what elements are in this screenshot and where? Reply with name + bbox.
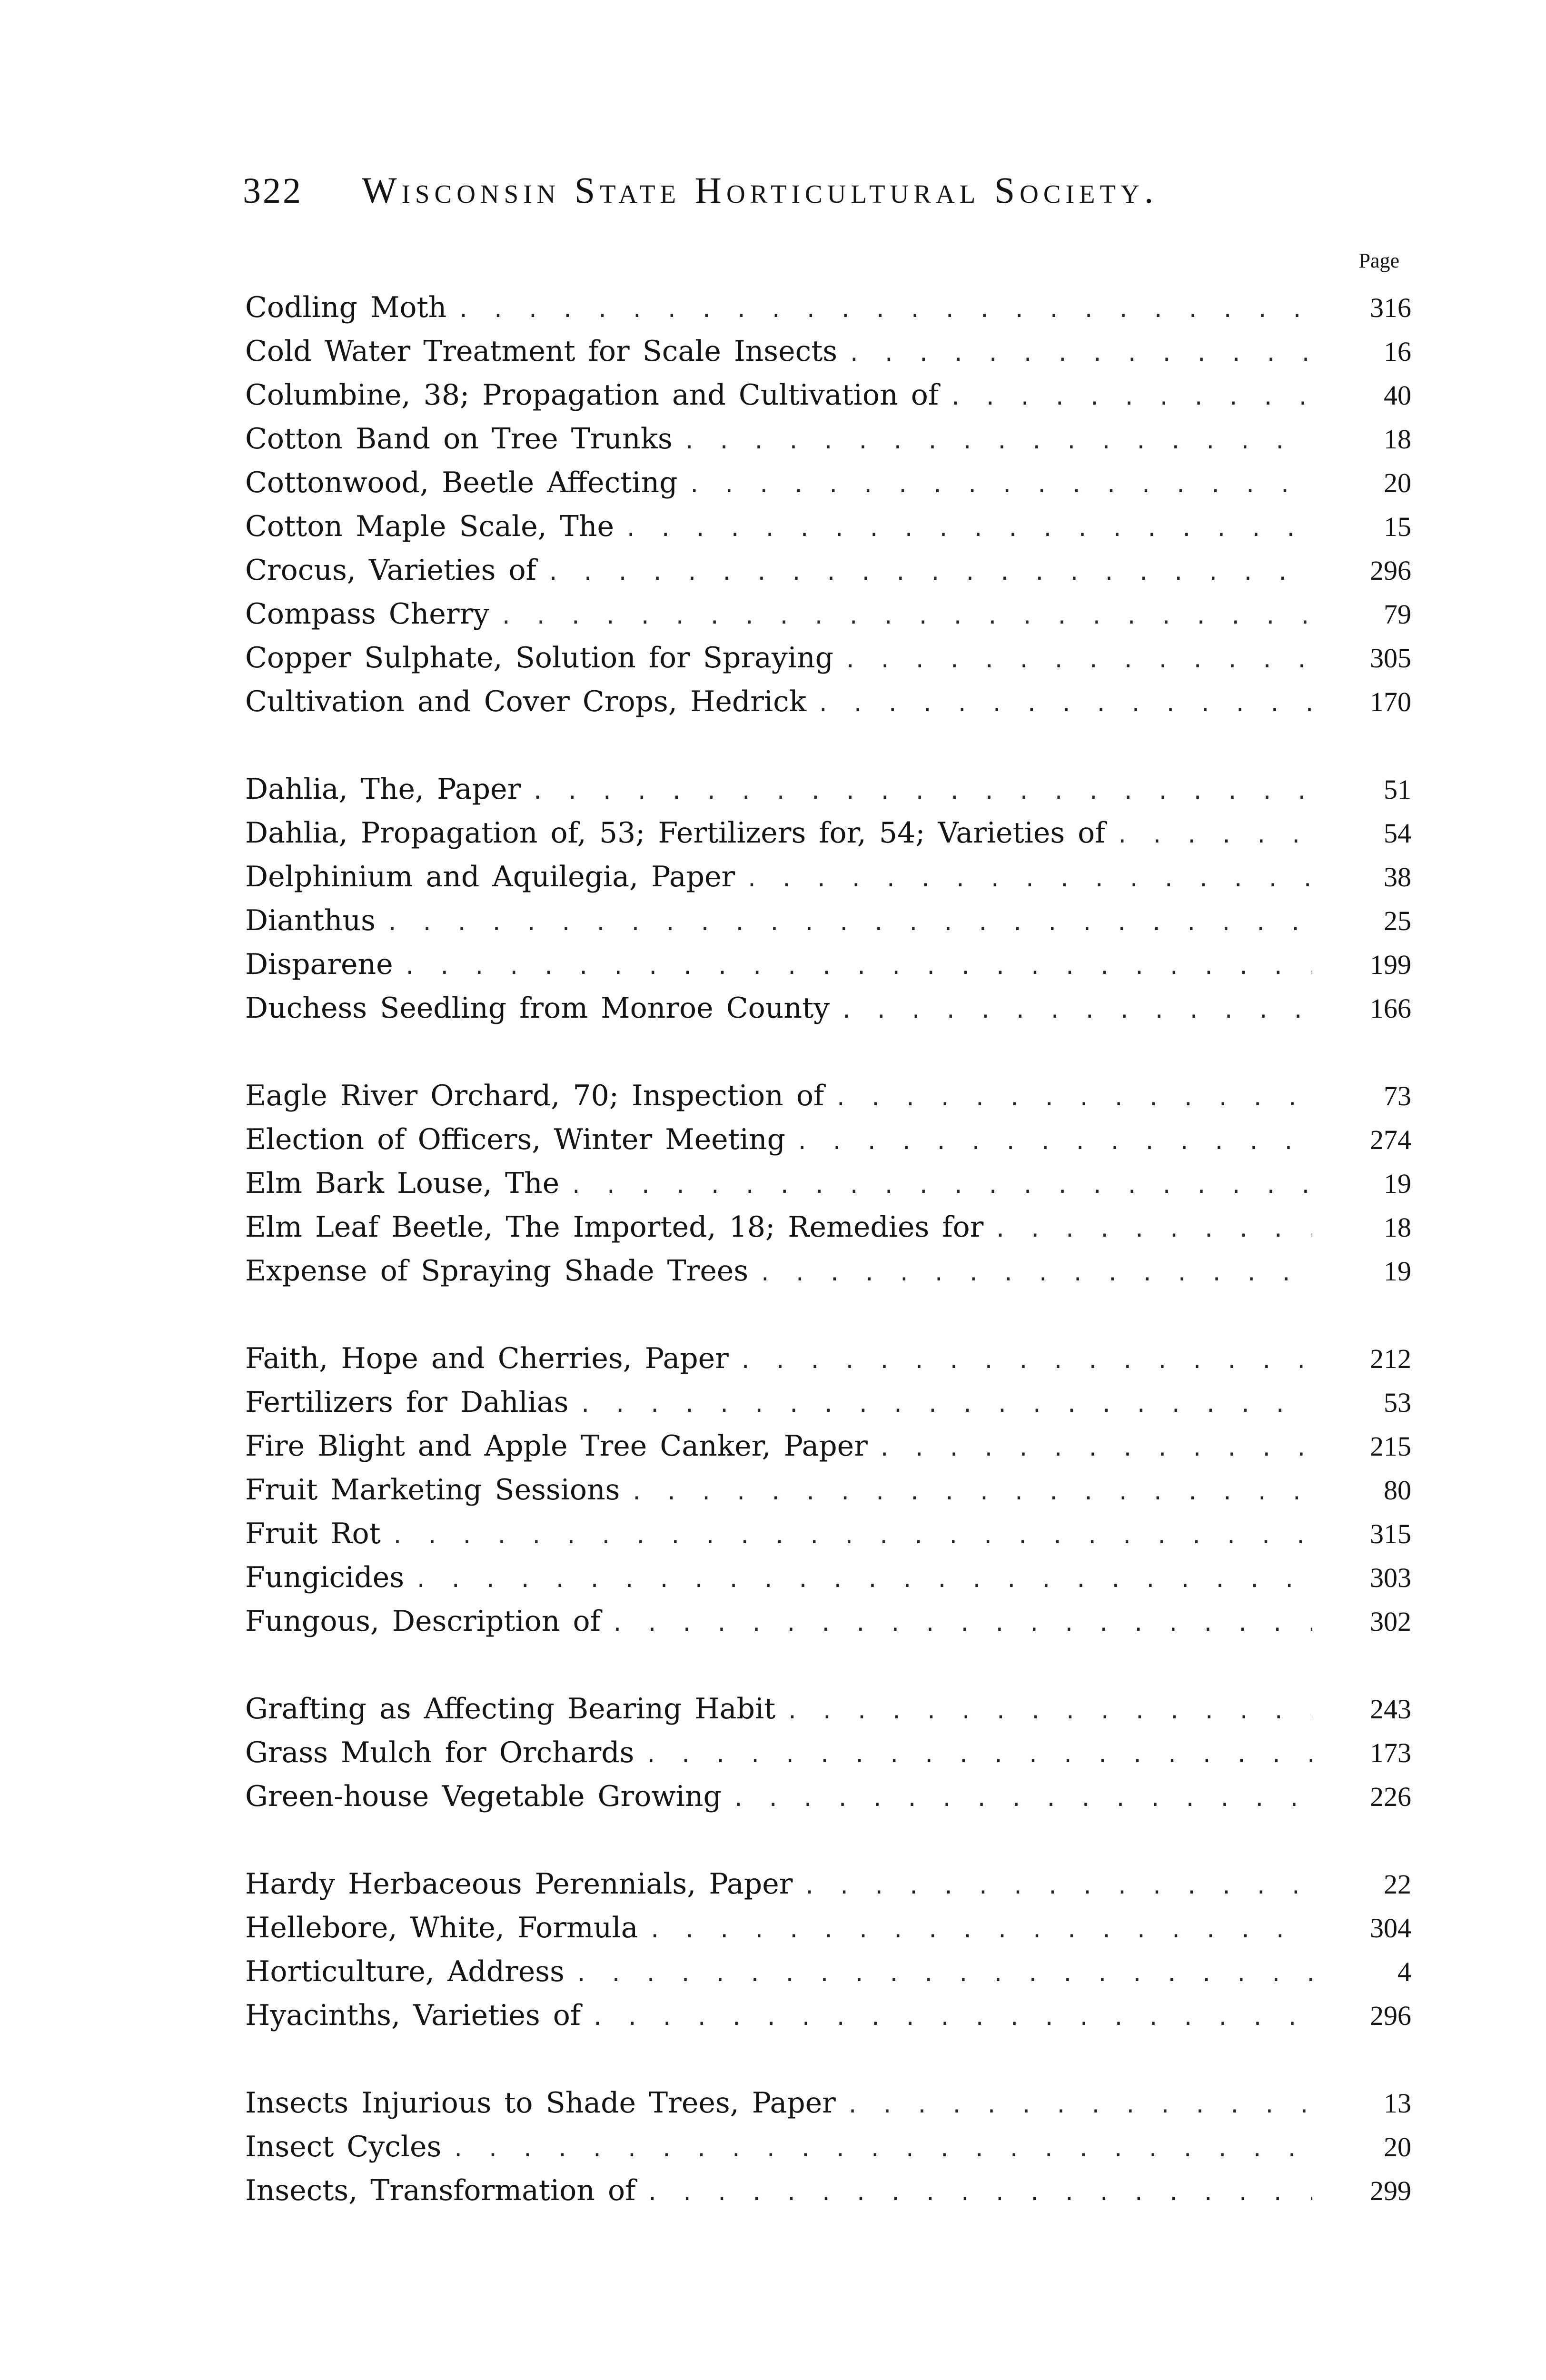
index-group <box>245 2081 1411 2212</box>
index-entry <box>245 505 1411 548</box>
index-entry <box>245 1687 1411 1731</box>
dot-leader <box>834 1077 1312 1121</box>
entry-title: Fruit Marketing Sessions <box>245 1473 620 1507</box>
dot-leader <box>570 1164 1312 1208</box>
index-entry <box>245 2081 1411 2125</box>
index-entry <box>245 1906 1411 1950</box>
dot-leader <box>786 1690 1312 1734</box>
index-entry <box>245 767 1411 811</box>
entry-page-number: 13 <box>1384 2088 1411 2119</box>
entry-page-number: 243 <box>1370 1694 1411 1725</box>
index-entry <box>245 329 1411 373</box>
dot-leader <box>415 1558 1312 1602</box>
entry-page-number: 166 <box>1370 993 1411 1024</box>
index-entry <box>245 680 1411 724</box>
dot-leader <box>575 1953 1312 1996</box>
entry-page-number: 18 <box>1384 424 1411 455</box>
dot-leader <box>949 376 1312 420</box>
dot-leader <box>688 464 1312 507</box>
index-entry <box>245 1249 1411 1293</box>
page-number: 322 <box>243 171 303 211</box>
entry-page-number: 51 <box>1384 774 1411 805</box>
index-entry <box>245 811 1411 855</box>
dot-leader <box>611 1602 1312 1646</box>
index-entry <box>245 1118 1411 1161</box>
dot-leader <box>646 2172 1312 2215</box>
entry-title: Elm Bark Louse, The <box>245 1167 560 1200</box>
entry-title: Fertilizers for Dahlias <box>245 1386 569 1419</box>
entry-title: Grass Mulch for Orchards <box>245 1736 634 1769</box>
entry-title: Horticulture, Address <box>245 1955 565 1988</box>
entry-title: Hellebore, White, Formula <box>245 1911 638 1944</box>
index-entry <box>245 1599 1411 1643</box>
entry-page-number: 73 <box>1384 1081 1411 1111</box>
index-group <box>245 1687 1411 1818</box>
entry-title: Insects, Transformation of <box>245 2174 636 2207</box>
index-entry <box>245 1993 1411 2037</box>
entry-title: Codling Moth <box>245 291 447 324</box>
entry-page-number: 296 <box>1370 2000 1411 2031</box>
entry-title: Cotton Band on Tree Trunks <box>245 422 673 456</box>
index-entry <box>245 1468 1411 1512</box>
entry-page-number: 22 <box>1384 1869 1411 1900</box>
entry-title: Fungicides <box>245 1561 405 1594</box>
entry-page-number: 38 <box>1384 862 1411 892</box>
dot-leader <box>624 507 1312 551</box>
dot-leader <box>732 1777 1312 1821</box>
index-group <box>245 1337 1411 1643</box>
index-entry <box>245 1337 1411 1380</box>
dot-leader <box>745 858 1312 902</box>
entry-page-number: 19 <box>1384 1168 1411 1199</box>
entry-page-number: 304 <box>1370 1913 1411 1944</box>
entry-page-number: 20 <box>1384 2132 1411 2162</box>
entry-page-number: 303 <box>1370 1562 1411 1593</box>
index-entry <box>245 1205 1411 1249</box>
entry-title: Copper Sulphate, Solution for Spraying <box>245 641 834 674</box>
entry-title: Insect Cycles <box>245 2130 442 2163</box>
entry-page-number: 302 <box>1370 1606 1411 1637</box>
entry-page-number: 79 <box>1384 599 1411 630</box>
dot-leader <box>994 1208 1312 1252</box>
entry-title: Dianthus <box>245 904 376 937</box>
entry-page-number: 4 <box>1397 1956 1411 1987</box>
index-entry <box>245 1731 1411 1775</box>
entry-page-number: 20 <box>1384 467 1411 498</box>
entry-title: Duchess Seedling from Monroe County <box>245 992 830 1025</box>
entry-page-number: 170 <box>1370 686 1411 717</box>
entry-page-number: 173 <box>1370 1737 1411 1768</box>
entry-page-number: 199 <box>1370 949 1411 980</box>
entry-page-number: 215 <box>1370 1431 1411 1462</box>
index-entry <box>245 1512 1411 1556</box>
entry-title: Elm Leaf Beetle, The Imported, 18; Remedies for <box>245 1210 984 1244</box>
index-group <box>245 1074 1411 1293</box>
entry-title: Eagle River Orchard, 70; Inspection of <box>245 1079 824 1112</box>
dot-leader <box>803 1865 1312 1909</box>
dot-leader <box>817 683 1312 726</box>
dot-leader <box>404 945 1312 989</box>
dot-leader <box>846 2084 1312 2128</box>
index-entry <box>245 986 1411 1030</box>
index-entry <box>245 373 1411 417</box>
index-entry <box>245 286 1411 329</box>
entry-page-number: 54 <box>1384 818 1411 849</box>
running-head <box>243 169 1309 217</box>
entry-page-number: 53 <box>1384 1387 1411 1418</box>
running-title: Wisconsin State Horticultural Society. <box>362 169 1159 211</box>
entry-page-number: 305 <box>1370 643 1411 674</box>
entry-title: Insects Injurious to Shade Trees, Paper <box>245 2086 836 2120</box>
entry-title: Expense of Spraying Shade Trees <box>245 1254 749 1288</box>
dot-leader <box>591 1996 1312 2040</box>
entry-page-number: 315 <box>1370 1518 1411 1549</box>
index-entry <box>245 2125 1411 2169</box>
index-entry <box>245 1862 1411 1906</box>
dot-leader <box>840 989 1312 1033</box>
entry-page-number: 316 <box>1370 292 1411 323</box>
dot-leader <box>844 639 1312 683</box>
entry-title: Hardy Herbaceous Perennials, Paper <box>245 1867 793 1901</box>
dot-leader <box>759 1252 1312 1296</box>
page-column-label: Page <box>1358 249 1399 272</box>
entry-title: Delphinium and Aquilegia, Paper <box>245 860 735 893</box>
entry-title: Compass Cherry <box>245 597 490 631</box>
dot-leader <box>644 1734 1312 1777</box>
index-entry <box>245 855 1411 899</box>
entry-title: Disparene <box>245 948 393 981</box>
index-entry <box>245 1775 1411 1818</box>
dot-leader <box>683 420 1312 464</box>
entry-title: Crocus, Varieties of <box>245 554 536 587</box>
dot-leader <box>452 2128 1312 2172</box>
entry-page-number: 299 <box>1370 2175 1411 2206</box>
dot-leader <box>878 1427 1312 1471</box>
entry-page-number: 226 <box>1370 1781 1411 1812</box>
entry-title: Election of Officers, Winter Meeting <box>245 1123 785 1156</box>
index-entry <box>245 899 1411 942</box>
entry-title: Cultivation and Cover Crops, Hedrick <box>245 685 807 718</box>
index-entry <box>245 548 1411 592</box>
index-entry <box>245 461 1411 505</box>
entry-page-number: 274 <box>1370 1124 1411 1155</box>
index-entry <box>245 2169 1411 2212</box>
entry-title: Cotton Maple Scale, The <box>245 510 614 543</box>
entry-title: Dahlia, Propagation of, 53; Fertilizers for, 54; Varieties of <box>245 816 1106 850</box>
index-entry <box>245 1950 1411 1993</box>
entry-page-number: 212 <box>1370 1343 1411 1374</box>
entry-page-number: 40 <box>1384 380 1411 411</box>
entry-page-number: 15 <box>1384 511 1411 542</box>
entry-page-number: 19 <box>1384 1256 1411 1287</box>
entry-title: Cottonwood, Beetle Affecting <box>245 466 678 499</box>
entry-title: Green-house Vegetable Growing <box>245 1780 722 1813</box>
index-entry <box>245 1556 1411 1599</box>
index-entry <box>245 417 1411 461</box>
index-entries <box>245 286 1411 2256</box>
index-entry <box>245 1380 1411 1424</box>
entry-page-number: 296 <box>1370 555 1411 586</box>
dot-leader <box>457 288 1312 332</box>
entry-title: Grafting as Affecting Bearing Habit <box>245 1692 776 1726</box>
dot-leader <box>796 1121 1312 1164</box>
entry-page-number: 25 <box>1384 905 1411 936</box>
index-entry <box>245 592 1411 636</box>
dot-leader <box>1116 814 1312 858</box>
index-entry <box>245 1074 1411 1118</box>
dot-leader <box>386 902 1312 945</box>
index-group <box>245 767 1411 1030</box>
entry-title: Fungous, Description of <box>245 1605 601 1638</box>
index-group <box>245 286 1411 724</box>
dot-leader <box>500 595 1312 639</box>
entry-title: Cold Water Treatment for Scale Insects <box>245 335 838 368</box>
dot-leader <box>630 1471 1312 1515</box>
dot-leader <box>531 770 1312 814</box>
dot-leader <box>391 1515 1312 1558</box>
index-entry <box>245 942 1411 986</box>
index-group <box>245 1862 1411 2037</box>
dot-leader <box>579 1383 1312 1427</box>
entry-page-number: 16 <box>1384 336 1411 367</box>
index-entry <box>245 1161 1411 1205</box>
index-entry <box>245 1424 1411 1468</box>
index-entry <box>245 636 1411 680</box>
dot-leader <box>649 1909 1312 1953</box>
entry-page-number: 18 <box>1384 1212 1411 1243</box>
entry-title: Dahlia, The, Paper <box>245 773 521 806</box>
dot-leader <box>739 1339 1312 1383</box>
entry-title: Columbine, 38; Propagation and Cultivation of <box>245 378 939 412</box>
entry-title: Fruit Rot <box>245 1517 381 1550</box>
entry-page-number: 80 <box>1384 1475 1411 1506</box>
dot-leader <box>547 551 1312 595</box>
entry-title: Fire Blight and Apple Tree Canker, Paper <box>245 1429 868 1463</box>
dot-leader <box>848 332 1312 376</box>
entry-title: Faith, Hope and Cherries, Paper <box>245 1342 729 1375</box>
entry-title: Hyacinths, Varieties of <box>245 1999 581 2032</box>
